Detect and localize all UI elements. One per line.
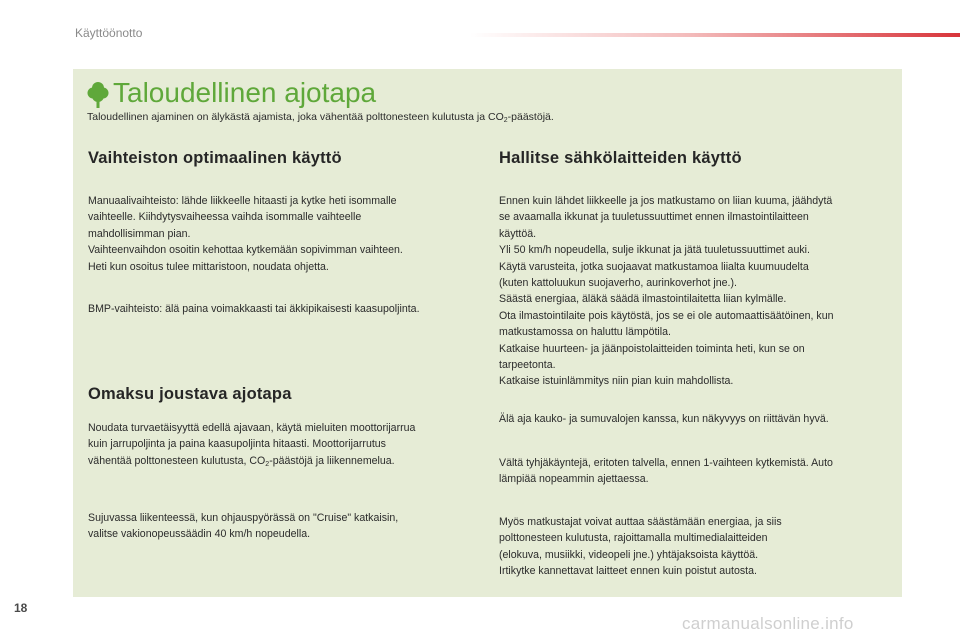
content-panel: [73, 69, 902, 597]
chapter-title: Käyttöönotto: [75, 26, 143, 40]
header-rule: [470, 33, 960, 37]
cruise-paragraph: Sujuvassa liikenteessä, kun ohjauspyörässä on "Cruise" katkaisin, valitse vakionopeussäädin 40 km/h nopeudella.: [88, 512, 399, 541]
watermark: carmanualsonline.info: [682, 614, 854, 633]
page-title: Taloudellinen ajotapa: [113, 77, 377, 108]
bmp-paragraph: BMP-vaihteisto: älä paina voimakkaasti tai äkkipikaisesti kaasupoljinta.: [88, 303, 420, 315]
tree-icon: [87, 81, 109, 109]
passengers-paragraph: Myös matkustajat voivat auttaa säästämään energiaa, ja siis polttonesteen kulutusta, rajoittamalla multimedialaitteiden (elokuva, musiikki, videopeli jne.) yhtäjaksoista käyttöä. Irtikytke kannettavat laitteet ennen kuin poistut autosta.: [499, 516, 782, 578]
page-number: 18: [14, 601, 28, 615]
section-heading-electrical: Hallitse sähkölaitteiden käyttö: [499, 149, 742, 167]
lights-paragraph: Älä aja kauko- ja sumuvalojen kanssa, kun näkyvyys on riittävän hyvä.: [499, 413, 829, 425]
driving-style-paragraph: Noudata turvaetäisyyttä edellä ajavaan, käytä mieluiten moottorijarrua kuin jarrupoljinta ja paina kaasupoljinta hitaasti. Moottorijarrutus vähentää polttonesteen kulutusta, $CO_2$-päästöjä ja liikennemelua.: [88, 422, 416, 468]
section-heading-driving-style: Omaksu joustava ajotapa: [88, 385, 292, 403]
idling-paragraph: Vältä tyhjäkäyntejä, eritoten talvella, ennen 1-vaihteen kytkemistä. Auto lämpiää nopeammin ajettaessa.: [499, 457, 833, 486]
section-heading-gearbox: Vaihteiston optimaalinen käyttö: [88, 149, 342, 167]
intro-text: Taloudellinen ajaminen on älykästä ajamista, joka vähentää polttonesteen kulutusta ja $CO_2$-päästöjä.: [87, 111, 554, 124]
electrical-paragraph: Ennen kuin lähdet liikkeelle ja jos matkustamo on liian kuuma, jäähdytä se avaamalla ikkunat ja tuuletussuuttimet ennen ilmastointilaitteen käyttöä. Yli 50 km/h nopeudella, sulje ikkunat ja jätä tuuletussuuttimet auki. Käytä varusteita, jotka suojaavat matkustamoa liialta kuumuudelta (kuten kattoluukun suojaverho, aurinkoverhot jne.). Säästä energiaa, äläkä säädä ilmastointilaitetta liian kylmälle. Ota ilmastointilaite pois käytöstä, jos se ei ole automaattisäätöinen, kun matkustamossa on haluttu lämpötila. Katkaise huurteen- ja jäänpoistolaitteiden toiminta heti, kun se on tarpeetonta. Katkaise istuinlämmitys niin pian kuin mahdollista.: [499, 195, 834, 388]
gearbox-paragraph: Manuaalivaihteisto: lähde liikkeelle hitaasti ja kytke heti isommalle vaihteelle. Kiihdytysvaiheessa vaihda isommalle vaihteelle mahdollisimman pian. Vaihteenvaihdon osoitin kehottaa kytkemään sopivimman vaihteen. Heti kun osoitus tulee mittaristoon, noudata ohjetta.: [88, 195, 403, 273]
